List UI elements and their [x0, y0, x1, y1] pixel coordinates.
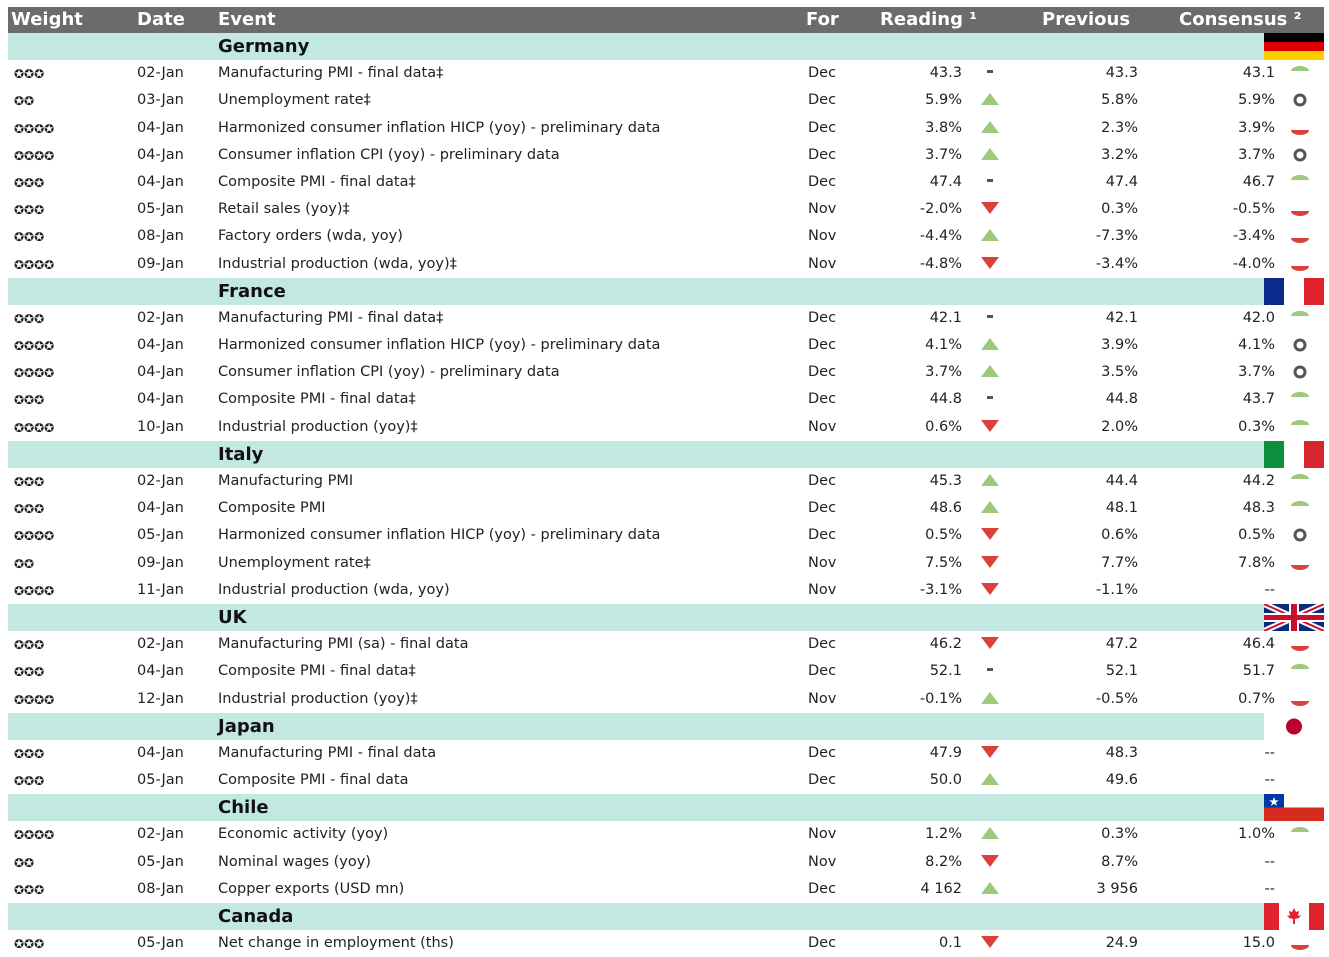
weight-rating: ✪✪✪✪	[14, 257, 55, 272]
previous-cell: -3.4%	[1095, 255, 1138, 272]
section-canada	[8, 903, 1324, 930]
trend-up-icon	[980, 228, 1000, 242]
consensus-cell: 0.5%	[1238, 527, 1275, 544]
trend-down-icon	[980, 555, 1000, 569]
previous-cell: 0.3%	[1101, 201, 1138, 218]
date-cell: 08-Jan	[137, 880, 184, 897]
reading-cell: 3.7%	[925, 364, 962, 381]
reading-cell: -4.4%	[919, 228, 962, 245]
reading-cell: 0.1	[938, 935, 962, 952]
period-cell: Dec	[808, 473, 837, 489]
period-cell: Dec	[808, 772, 837, 789]
table-row	[8, 930, 1324, 957]
consensus-cell: 43.7	[1242, 391, 1275, 408]
table-row	[8, 550, 1324, 577]
period-cell: Nov	[808, 581, 837, 598]
date-cell: 05-Jan	[137, 935, 184, 952]
date-cell: 09-Jan	[137, 255, 184, 272]
table-row	[8, 577, 1324, 604]
previous-cell: -1.1%	[1095, 581, 1138, 598]
previous-cell: 2.3%	[1101, 119, 1138, 136]
weight-rating: ✪✪✪	[14, 774, 45, 789]
table-row	[8, 849, 1324, 876]
consensus-cell: 0.7%	[1238, 690, 1275, 707]
section-title: Chile	[218, 797, 269, 819]
reading-cell: 52.1	[929, 663, 962, 680]
period-cell: Dec	[808, 65, 837, 82]
period-cell: Dec	[808, 527, 837, 544]
period-cell: Dec	[808, 92, 837, 109]
period-cell: Dec	[808, 119, 837, 136]
previous-cell: 3.5%	[1101, 364, 1138, 381]
economic-calendar-table	[8, 7, 1324, 957]
previous-cell: -7.3%	[1095, 228, 1138, 245]
reading-cell: 4 162	[920, 880, 962, 897]
equal-consensus-icon	[1289, 527, 1311, 543]
consensus-cell: --	[1264, 880, 1275, 897]
previous-cell: 43.3	[1105, 65, 1138, 82]
event-cell: Manufacturing PMI (sa) - final data	[218, 636, 469, 653]
reading-cell: 3.7%	[925, 146, 962, 163]
event-cell: Unemployment rate‡	[218, 554, 371, 571]
consensus-cell: 51.7	[1242, 663, 1275, 680]
consensus-cell: 1.0%	[1238, 826, 1275, 843]
previous-cell: 49.6	[1105, 772, 1138, 789]
date-cell: 02-Jan	[137, 65, 184, 82]
consensus-cell: --	[1264, 581, 1275, 598]
japan-flag-icon	[1264, 713, 1324, 740]
table-row	[8, 686, 1324, 713]
below-consensus-icon	[1289, 120, 1311, 136]
weight-rating: ✪✪✪✪	[14, 339, 55, 354]
below-consensus-icon	[1289, 636, 1311, 652]
reading-cell: 3.8%	[925, 119, 962, 136]
date-cell: 04-Jan	[137, 500, 184, 517]
section-germany	[8, 33, 1324, 60]
previous-cell: 8.7%	[1101, 853, 1138, 870]
previous-cell: 44.4	[1105, 473, 1138, 489]
date-cell: 04-Jan	[137, 173, 184, 190]
section-title: Japan	[218, 715, 275, 737]
header-weight: Weight	[11, 9, 83, 30]
above-consensus-icon	[1289, 500, 1311, 516]
trend-up-icon	[980, 337, 1000, 351]
previous-cell: -0.5%	[1095, 690, 1138, 707]
above-consensus-icon	[1289, 65, 1311, 81]
date-cell: 04-Jan	[137, 663, 184, 680]
consensus-cell: -4.0%	[1232, 255, 1275, 272]
below-consensus-icon	[1289, 256, 1311, 272]
table-row	[8, 740, 1324, 767]
below-consensus-icon	[1289, 228, 1311, 244]
period-cell: Dec	[808, 744, 837, 761]
weight-rating: ✪✪✪	[14, 311, 45, 326]
section-title: Italy	[218, 443, 264, 465]
reading-cell: 50.0	[929, 772, 962, 789]
period-cell: Dec	[808, 173, 837, 190]
date-cell: 02-Jan	[137, 309, 184, 326]
trend-down-icon	[980, 527, 1000, 541]
section-japan	[8, 713, 1324, 740]
event-cell: Composite PMI - final data‡	[218, 173, 416, 190]
previous-cell: 3.2%	[1101, 146, 1138, 163]
event-cell: Manufacturing PMI - final data	[218, 744, 437, 761]
weight-rating: ✪✪✪	[14, 475, 45, 489]
period-cell: Nov	[808, 690, 837, 707]
weight-rating: ✪✪✪	[14, 665, 45, 680]
germany-flag-icon	[1264, 33, 1324, 60]
period-cell: Nov	[808, 554, 837, 571]
table-row	[8, 876, 1324, 903]
weight-rating: ✪✪✪	[14, 203, 45, 218]
table-row	[8, 115, 1324, 142]
weight-rating: ✪✪✪	[14, 937, 45, 952]
below-consensus-icon	[1289, 201, 1311, 217]
table-row	[8, 767, 1324, 794]
section-uk	[8, 604, 1324, 631]
previous-cell: 2.0%	[1101, 418, 1138, 435]
weight-rating: ✪✪✪✪	[14, 583, 55, 598]
previous-cell: 0.3%	[1101, 826, 1138, 843]
previous-cell: 0.6%	[1101, 527, 1138, 544]
consensus-cell: 4.1%	[1238, 337, 1275, 354]
event-cell: Composite PMI - final data	[218, 772, 409, 789]
trend-down-icon	[980, 201, 1000, 215]
consensus-cell: -0.5%	[1232, 201, 1275, 218]
period-cell: Nov	[808, 228, 837, 245]
date-cell: 04-Jan	[137, 337, 184, 354]
trend-down-icon	[980, 745, 1000, 759]
weight-rating: ✪✪✪✪	[14, 121, 55, 136]
event-cell: Composite PMI	[218, 500, 326, 517]
section-title: Germany	[218, 36, 310, 57]
table-row	[8, 414, 1324, 441]
below-consensus-icon	[1289, 935, 1311, 951]
previous-cell: 5.8%	[1101, 92, 1138, 109]
event-cell: Industrial production (yoy)‡	[218, 418, 418, 435]
trend-flat-icon	[980, 65, 1000, 79]
period-cell: Dec	[808, 309, 837, 326]
date-cell: 02-Jan	[137, 826, 184, 843]
period-cell: Dec	[808, 337, 837, 354]
table-row	[8, 196, 1324, 223]
reading-cell: 4.1%	[925, 337, 962, 354]
previous-cell: 24.9	[1105, 935, 1138, 952]
consensus-cell: 46.4	[1242, 636, 1275, 653]
weight-rating: ✪✪✪✪	[14, 366, 55, 381]
weight-rating: ✪✪✪✪	[14, 692, 55, 707]
reading-cell: -0.1%	[919, 690, 962, 707]
previous-cell: 47.2	[1105, 636, 1138, 653]
date-cell: 02-Jan	[137, 636, 184, 653]
event-cell: Unemployment rate‡	[218, 92, 371, 109]
trend-up-icon	[980, 881, 1000, 895]
previous-cell: 7.7%	[1101, 554, 1138, 571]
consensus-cell: 3.7%	[1238, 364, 1275, 381]
event-cell: Factory orders (wda, yoy)	[218, 228, 403, 245]
table-row	[8, 251, 1324, 278]
previous-cell: 42.1	[1105, 309, 1138, 326]
trend-up-icon	[980, 826, 1000, 840]
previous-cell: 48.1	[1105, 500, 1138, 517]
weight-rating: ✪✪✪✪	[14, 148, 55, 163]
event-cell: Composite PMI - final data‡	[218, 391, 416, 408]
trend-flat-icon	[980, 391, 1000, 405]
reading-cell: 47.4	[929, 173, 962, 190]
section-italy	[8, 441, 1324, 468]
event-cell: Industrial production (yoy)‡	[218, 690, 418, 707]
weight-rating: ✪✪✪	[14, 67, 45, 82]
event-cell: Harmonized consumer inflation HICP (yoy) - preliminary data	[218, 119, 661, 136]
table-row	[8, 169, 1324, 196]
weight-rating: ✪✪	[14, 556, 35, 571]
equal-consensus-icon	[1289, 92, 1311, 108]
weight-rating: ✪✪	[14, 855, 35, 870]
date-cell: 10-Jan	[137, 418, 184, 435]
weight-rating: ✪✪✪✪	[14, 828, 55, 843]
period-cell: Nov	[808, 826, 837, 843]
event-cell: Retail sales (yoy)‡	[218, 201, 350, 218]
trend-up-icon	[980, 147, 1000, 161]
consensus-cell: 43.1	[1242, 65, 1275, 82]
date-cell: 12-Jan	[137, 690, 184, 707]
section-title: France	[218, 280, 286, 302]
period-cell: Dec	[808, 935, 837, 952]
reading-cell: 0.5%	[925, 527, 962, 544]
below-consensus-icon	[1289, 691, 1311, 707]
trend-up-icon	[980, 92, 1000, 106]
trend-flat-icon	[980, 310, 1000, 324]
reading-cell: 47.9	[929, 744, 962, 761]
equal-consensus-icon	[1289, 147, 1311, 163]
previous-cell: 44.8	[1105, 391, 1138, 408]
consensus-cell: 42.0	[1242, 309, 1275, 326]
event-cell: Consumer inflation CPI (yoy) - preliminary data	[218, 146, 560, 163]
table-header	[8, 7, 1324, 33]
reading-cell: 45.3	[929, 473, 962, 489]
date-cell: 04-Jan	[137, 146, 184, 163]
reading-cell: 43.3	[929, 65, 962, 82]
date-cell: 04-Jan	[137, 744, 184, 761]
period-cell: Dec	[808, 880, 837, 897]
header-for: For	[806, 9, 839, 30]
table-row	[8, 223, 1324, 250]
section-title: UK	[218, 606, 247, 628]
event-cell: Economic activity (yoy)	[218, 826, 389, 843]
event-cell: Industrial production (wda, yoy)	[218, 581, 450, 598]
consensus-cell: 46.7	[1242, 173, 1275, 190]
consensus-cell: --	[1264, 744, 1275, 761]
uk-flag-icon	[1264, 604, 1324, 631]
previous-cell: 3.9%	[1101, 337, 1138, 354]
event-cell: Consumer inflation CPI (yoy) - preliminary data	[218, 364, 560, 381]
date-cell: 03-Jan	[137, 92, 184, 109]
equal-consensus-icon	[1289, 337, 1311, 353]
period-cell: Dec	[808, 364, 837, 381]
consensus-cell: 0.3%	[1238, 418, 1275, 435]
france-flag-icon	[1264, 278, 1324, 305]
reading-cell: 8.2%	[925, 853, 962, 870]
table-row	[8, 386, 1324, 413]
trend-up-icon	[980, 691, 1000, 705]
date-cell: 04-Jan	[137, 364, 184, 381]
event-cell: Manufacturing PMI	[218, 473, 354, 489]
consensus-cell: 3.9%	[1238, 119, 1275, 136]
equal-consensus-icon	[1289, 364, 1311, 380]
event-cell: Net change in employment (ths)	[218, 935, 454, 952]
date-cell: 11-Jan	[137, 581, 184, 598]
trend-down-icon	[980, 256, 1000, 270]
reading-cell: 48.6	[929, 500, 962, 517]
trend-flat-icon	[980, 174, 1000, 188]
period-cell: Nov	[808, 255, 837, 272]
reading-cell: 42.1	[929, 309, 962, 326]
trend-down-icon	[980, 582, 1000, 596]
table-row	[8, 658, 1324, 685]
trend-down-icon	[980, 636, 1000, 650]
consensus-cell: 44.2	[1242, 473, 1275, 489]
weight-rating: ✪✪✪✪	[14, 529, 55, 544]
trend-up-icon	[980, 120, 1000, 134]
previous-cell: 48.3	[1105, 744, 1138, 761]
trend-up-icon	[980, 473, 1000, 487]
section-title: Canada	[218, 906, 294, 927]
table-row	[8, 142, 1324, 169]
consensus-cell: 15.0	[1242, 935, 1275, 952]
period-cell: Dec	[808, 391, 837, 408]
date-cell: 05-Jan	[137, 201, 184, 218]
date-cell: 05-Jan	[137, 527, 184, 544]
consensus-cell: 7.8%	[1238, 554, 1275, 571]
table-row	[8, 87, 1324, 114]
event-cell: Harmonized consumer inflation HICP (yoy) - preliminary data	[218, 527, 661, 544]
consensus-cell: 5.9%	[1238, 92, 1275, 109]
reading-cell: -4.8%	[919, 255, 962, 272]
weight-rating: ✪✪✪	[14, 230, 45, 245]
canada-flag-icon	[1264, 903, 1324, 930]
consensus-cell: 48.3	[1242, 500, 1275, 517]
header-event: Event	[218, 9, 276, 30]
trend-up-icon	[980, 772, 1000, 786]
weight-rating: ✪✪✪	[14, 746, 45, 761]
below-consensus-icon	[1289, 555, 1311, 571]
table-row	[8, 359, 1324, 386]
trend-up-icon	[980, 364, 1000, 378]
previous-cell: 3 956	[1096, 880, 1138, 897]
above-consensus-icon	[1289, 419, 1311, 435]
period-cell: Dec	[808, 636, 837, 653]
event-cell: Harmonized consumer inflation HICP (yoy) - preliminary data	[218, 337, 661, 354]
weight-rating: ✪✪✪	[14, 175, 45, 190]
date-cell: 05-Jan	[137, 772, 184, 789]
consensus-cell: --	[1264, 853, 1275, 870]
reading-cell: 46.2	[929, 636, 962, 653]
period-cell: Dec	[808, 663, 837, 680]
date-cell: 08-Jan	[137, 228, 184, 245]
period-cell: Dec	[808, 500, 837, 517]
table-row	[8, 60, 1324, 87]
event-cell: Manufacturing PMI - final data‡	[218, 65, 444, 82]
weight-rating: ✪✪✪✪	[14, 420, 55, 435]
table-row	[8, 821, 1324, 848]
date-cell: 02-Jan	[137, 473, 184, 489]
header-consensus: Consensus ²	[1179, 9, 1302, 30]
weight-rating: ✪✪✪	[14, 393, 45, 408]
weight-rating: ✪✪✪	[14, 638, 45, 653]
trend-down-icon	[980, 854, 1000, 868]
header-date: Date	[137, 9, 185, 30]
reading-cell: 0.6%	[925, 418, 962, 435]
trend-down-icon	[980, 935, 1000, 949]
date-cell: 04-Jan	[137, 391, 184, 408]
italy-flag-icon	[1264, 441, 1324, 468]
period-cell: Nov	[808, 853, 837, 870]
event-cell: Copper exports (USD mn)	[218, 880, 405, 897]
table-row	[8, 305, 1324, 332]
trend-flat-icon	[980, 663, 1000, 677]
event-cell: Composite PMI - final data‡	[218, 663, 416, 680]
above-consensus-icon	[1289, 174, 1311, 190]
previous-cell: 47.4	[1105, 173, 1138, 190]
weight-rating: ✪✪✪	[14, 882, 45, 897]
table-row	[8, 468, 1324, 495]
reading-cell: 1.2%	[925, 826, 962, 843]
table-row	[8, 631, 1324, 658]
above-consensus-icon	[1289, 310, 1311, 326]
trend-up-icon	[980, 500, 1000, 514]
event-cell: Industrial production (wda, yoy)‡	[218, 255, 457, 272]
table-row	[8, 522, 1324, 549]
period-cell: Nov	[808, 201, 837, 218]
date-cell: 04-Jan	[137, 119, 184, 136]
chile-flag-icon	[1264, 794, 1324, 821]
header-reading: Reading ¹	[880, 9, 978, 30]
above-consensus-icon	[1289, 473, 1311, 489]
reading-cell: -3.1%	[919, 581, 962, 598]
reading-cell: 44.8	[929, 391, 962, 408]
reading-cell: 7.5%	[925, 554, 962, 571]
period-cell: Nov	[808, 418, 837, 435]
section-france	[8, 278, 1324, 305]
weight-rating: ✪✪	[14, 94, 35, 109]
date-cell: 09-Jan	[137, 554, 184, 571]
weight-rating: ✪✪✪	[14, 502, 45, 517]
header-previous: Previous	[1042, 9, 1131, 30]
table-row	[8, 495, 1324, 522]
reading-cell: -2.0%	[919, 201, 962, 218]
event-cell: Nominal wages (yoy)	[218, 853, 371, 870]
reading-cell: 5.9%	[925, 92, 962, 109]
trend-down-icon	[980, 419, 1000, 433]
date-cell: 05-Jan	[137, 853, 184, 870]
consensus-cell: 3.7%	[1238, 146, 1275, 163]
consensus-cell: -3.4%	[1232, 228, 1275, 245]
above-consensus-icon	[1289, 663, 1311, 679]
table-body	[8, 33, 1324, 957]
above-consensus-icon	[1289, 826, 1311, 842]
period-cell: Dec	[808, 146, 837, 163]
event-cell: Manufacturing PMI - final data‡	[218, 309, 444, 326]
table-row	[8, 332, 1324, 359]
section-chile	[8, 794, 1324, 821]
above-consensus-icon	[1289, 391, 1311, 407]
consensus-cell: --	[1264, 772, 1275, 789]
previous-cell: 52.1	[1105, 663, 1138, 680]
